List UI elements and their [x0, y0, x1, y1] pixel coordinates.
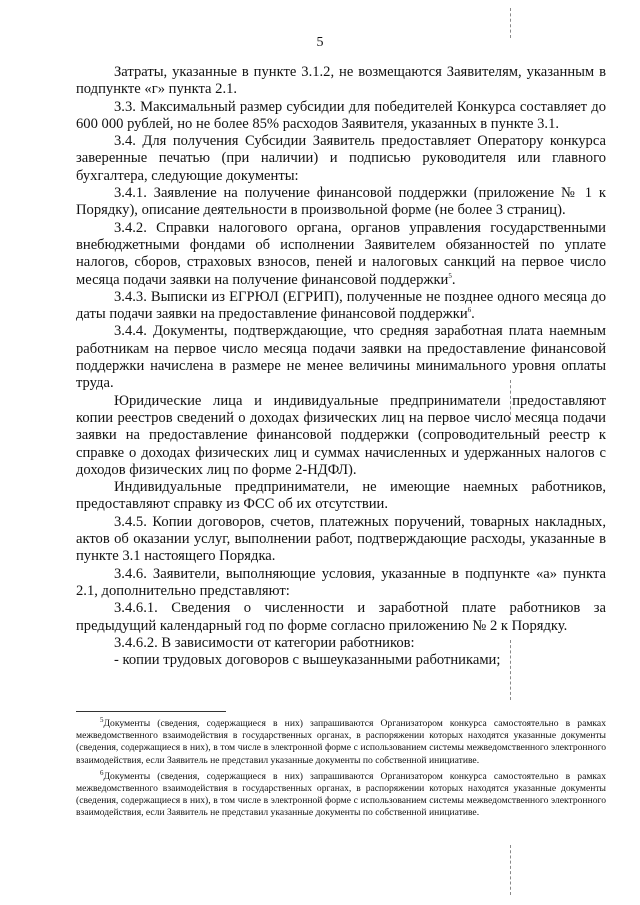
paragraph: Затраты, указанные в пункте 3.1.2, не возмещаются Заявителям, указанным в подпункте «г» пункта 2.1.	[76, 64, 606, 98]
paragraph: Юридические лица и индивидуальные предприниматели предоставляют копии реестров сведений о доходах физических лиц на первое число месяца подачи заявки на предоставление финансовой поддержки (сопроводительный реестр к справке о доходах физических лиц и суммах начисленных и удержанных налогов с доходов физических лиц по форме 2-НДФЛ).	[76, 392, 606, 478]
footnotes	[76, 715, 606, 824]
paragraph-text: 3.4.2. Справки налогового органа, органов управления государственными внебюджетными фондами об исполнении Заявителем обязанностей по уплате налогов, сборов, страховых взносов, пеней и налоговых санкций на первое число месяца подачи заявки на получение финансовой поддержки	[76, 219, 606, 288]
footnote-mark: 5	[100, 715, 104, 724]
footnote-text: Документы (сведения, содержащиеся в них) запрашиваются Организатором конкурса самостоятельно в рамках межведомственного взаимодействия в государственных органах, в распоряжении которых находятся указанные документы (сведения, содержащиеся в них), в том числе в электронной форме с использованием системы межведомственного электронного взаимодействия, если Заявитель не представил указанные документы по собственной инициативе.	[76, 718, 606, 766]
paragraph: 3.4.5. Копии договоров, счетов, платежных поручений, товарных накладных, актов об оказании услуг, выполнении работ, подтверждающие расходы, указанные в пункте 3.1 настоящего Порядка.	[76, 513, 606, 565]
paragraph: 3.4. Для получения Субсидии Заявитель предоставляет Оператору конкурса заверенные печатью (при наличии) и подписью руководителя или главного бухгалтера, следующие документы:	[76, 133, 606, 184]
paragraph-with-footnote: 3.4.3. Выписки из ЕГРЮЛ (ЕГРИП), полученные не позднее одного месяца до даты подачи заявки на предоставление финансовой поддержки$^6$.	[76, 288, 606, 323]
footnote-separator	[76, 711, 226, 712]
paragraph: 3.4.6. Заявители, выполняющие условия, указанные в подпункте «а» пункта 2.1, дополнительно представляют:	[76, 565, 606, 599]
paragraph: Индивидуальные предприниматели, не имеющие наемных работников, предоставляют справку из ФСС об их отсутствии.	[76, 479, 606, 513]
scan-margin-mark	[510, 380, 511, 420]
footnote	[76, 768, 606, 820]
paragraph: 3.4.1. Заявление на получение финансовой поддержки (приложение № 1 к Порядку), описание деятельности в произвольной форме (не более 3 страниц).	[76, 185, 606, 219]
footnote-ref: 5	[448, 271, 452, 280]
paragraph-text: 3.4.3. Выписки из ЕГРЮЛ (ЕГРИП), полученные не позднее одного месяца до даты подачи заявки на предоставление финансовой поддержки	[76, 288, 606, 323]
paragraph: 3.3. Максимальный размер субсидии для победителей Конкурса составляет до 600 000 рублей, но не более 85% расходов Заявителя, указанных в пункте 3.1.	[76, 98, 606, 132]
footnote	[76, 715, 606, 767]
scan-margin-mark	[510, 640, 511, 700]
page-number: 5	[316, 35, 324, 50]
paragraph: - копии трудовых договоров с вышеуказанными работниками;	[114, 652, 501, 669]
paragraph: 3.4.4. Документы, подтверждающие, что средняя заработная плата наемным работникам на первое число месяца подачи заявки на предоставление финансовой поддержки начислена в размере не менее величины минимального уровня оплаты труда.	[76, 323, 606, 392]
footnote-text: Документы (сведения, содержащиеся в них) запрашиваются Организатором конкурса самостоятельно в рамках межведомственного взаимодействия в государственных органах, в распоряжении которых находятся указанные документы (сведения, содержащиеся в них), в том числе в электронной форме с использованием системы межведомственного электронного взаимодействия, если Заявитель не представил указанные документы по собственной инициативе.	[76, 770, 606, 819]
footnote-ref: 6	[467, 306, 472, 315]
footnote-mark: 6	[100, 768, 104, 777]
paragraph: 3.4.6.2. В зависимости от категории работников:	[114, 634, 415, 651]
scan-margin-mark	[510, 8, 511, 38]
scan-margin-mark	[510, 845, 511, 895]
paragraph-with-footnote: 3.4.2. Справки налогового органа, органов управления государственными внебюджетными фондами об исполнении Заявителем обязанностей по уплате налогов, сборов, страховых взносов, пеней и налоговых санкций на первое число месяца подачи заявки на получение финансовой поддержки$^5$.	[76, 219, 606, 288]
body-text	[76, 64, 606, 669]
paragraph: 3.4.6.1. Сведения о численности и заработной плате работников за предыдущий календарный год по форме согласно приложению № 2 к Порядку.	[76, 600, 606, 634]
